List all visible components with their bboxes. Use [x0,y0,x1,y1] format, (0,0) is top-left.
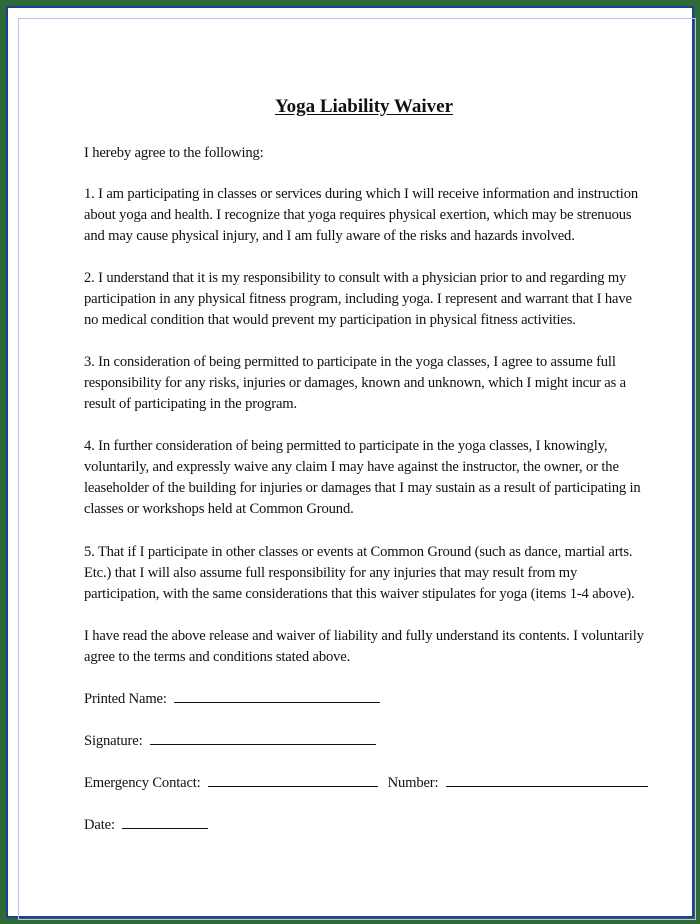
clause-1: 1. I am participating in classes or services during which I will receive information and instruction about yoga and health. I recognize that yoga requires physical exertion, which may be strenuous and may cause physical injury, and I am fully aware of the risks and hazards involved. [84,186,638,244]
signature-field [84,730,376,752]
clause-4: 4. In further consideration of being permitted to participate in the yoga classes, I knowingly, voluntarily, and expressly waive any claim I may have against the instructor, the owner, or the leaseholder of the building for injuries or damages that I may sustain as a result of participating in classes or workshops held at Common Ground. [84,438,641,517]
clause-5: 5. That if I participate in other classes or events at Common Ground (such as dance, martial arts. Etc.) that I will also assume full responsibility for any injuries that may result from my participation, with the same considerations that this waiver stipulates for yoga (items 1-4 above). [84,544,635,602]
signature-line[interactable] [150,730,376,745]
document-title: Yoga Liability Waiver [274,96,454,117]
clause-2: 2. I understand that it is my responsibility to consult with a physician prior to and regarding my participation in any physical fitness program, including yoga. I represent and warrant that I have no medical condition that would prevent my participation in physical fitness activities. [84,270,632,328]
emergency-contact-line[interactable] [208,772,378,787]
signature-label: Signature: [84,733,143,749]
printed-name-field [84,688,380,710]
printed-name-label: Printed Name: [84,691,167,707]
emergency-contact-field [84,772,648,794]
page-frame [6,6,694,918]
emergency-contact-label: Emergency Contact: [84,775,201,791]
date-field [84,814,208,836]
printed-name-line[interactable] [174,688,380,703]
date-line[interactable] [122,814,208,829]
clause-3: 3. In consideration of being permitted to participate in the yoga classes, I agree to assume full responsibility for any risks, injuries or damages, known and unknown, which I might incur as a result of participating in the program. [84,354,626,412]
date-label: Date: [84,817,115,833]
number-label: Number: [387,775,439,791]
number-line[interactable] [446,772,648,787]
acknowledgement-text: I have read the above release and waiver of liability and fully understand its contents. I voluntarily agree to the terms and conditions stated above. [84,628,644,665]
intro-text: I hereby agree to the following: [84,145,264,161]
